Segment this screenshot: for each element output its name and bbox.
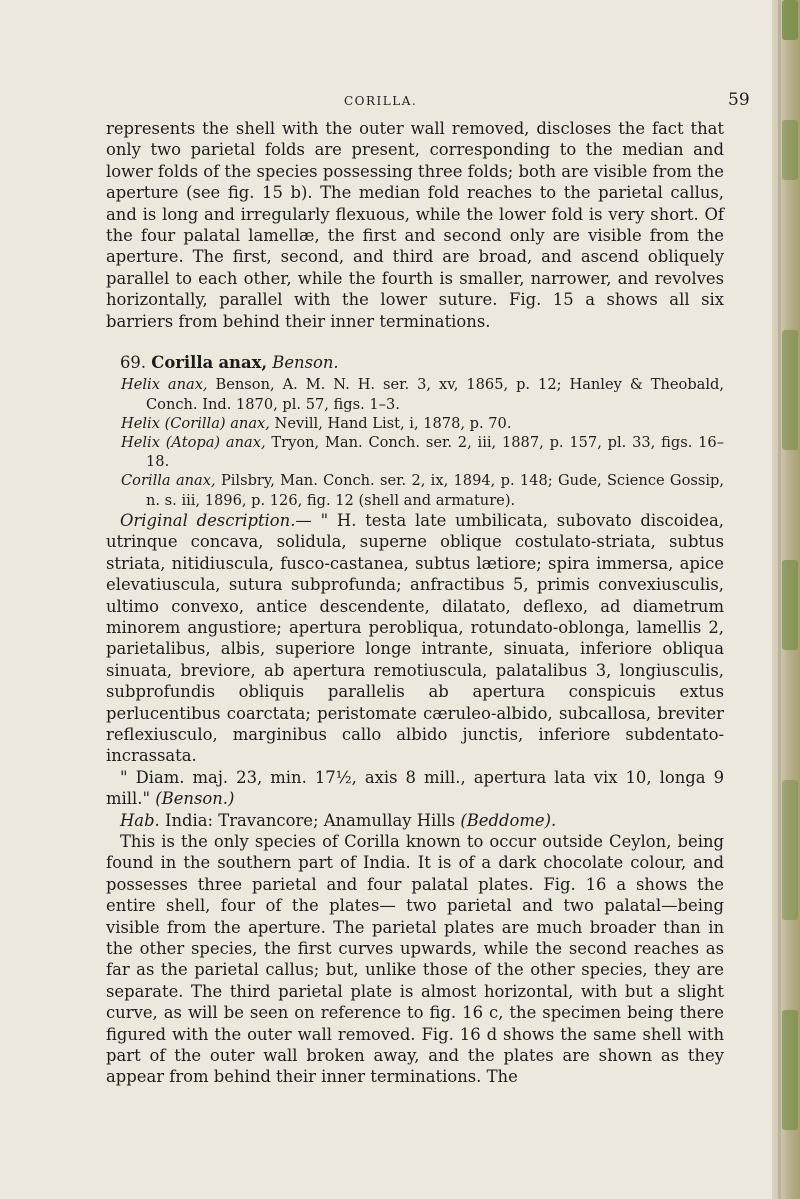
species-author: Benson.: [272, 353, 339, 373]
page-edge: [772, 0, 800, 1199]
intro-paragraph: represents the shell with the outer wall removed, discloses the fact that only two parietal folds are present, corresponding to the median and lower folds of the species possessing three folds; both are visible from the aperture (see fig. 15 b). The median fold reaches to the parietal callus, and is long and irregularly flexuous, while the lower fold is very short. Of the four palatal lamellæ, the first and second only are visible from the aperture. The first, second, and third are broad, and ascend obliquely parallel to each other, while the fourth is smaller, narrower, and revolves horizontally, parallel with the lower suture. Fig. 15 a shows all six barriers from behind their inner terminations.: [106, 119, 724, 331]
reference-item: Helix (Corilla) anax, Nevill, Hand List, i, 1878, p. 70.: [121, 414, 512, 432]
running-head: CORILLA.: [344, 94, 418, 108]
edge-stain: [782, 330, 798, 450]
original-description: [106, 510, 724, 767]
synonymy-list: [106, 375, 724, 509]
reference-item: Corilla anax, Pilsbry, Man. Conch. ser. 2, ix, 1894, p. 148; Gude, Science Gossip, n. s. iii, 1896, p. 126, fig. 12 (shell and armature).: [121, 472, 724, 509]
species-number: 69.: [120, 353, 147, 373]
page-number: 59: [728, 90, 750, 110]
page-header: [0, 90, 772, 114]
edge-stain: [782, 120, 798, 180]
edge-stain: [782, 780, 798, 920]
measurements: " Diam. maj. 23, min. 17½, axis 8 mill., apertura lata vix 10, longa 9 mill." (Benson.): [106, 767, 724, 809]
species-epithet: anax,: [218, 353, 268, 373]
body-text: [106, 118, 724, 1088]
edge-stain: [782, 560, 798, 650]
habitat-label: Hab.: [120, 810, 160, 830]
reference-item: Helix anax, Benson, A. M. N. H. ser. 3, xv, 1865, p. 12; Hanley & Theobald, Conch. Ind. 1870, pl. 57, figs. 1–3.: [121, 376, 725, 413]
habitat-author: (Beddome).: [460, 810, 557, 830]
habitat: [106, 810, 724, 831]
measurements-author: (Benson.): [155, 789, 235, 809]
species-genus: Corilla: [151, 353, 214, 373]
description-text: — " H. testa late umbilicata, subovato discoidea, utrinque concava, solidula, superne oblique costulato-striata, subtus striata, nitidiuscula, fusco-castanea, subtus lætiore; spira immersa, apice elevatiuscula, sutura subprofunda; anfractibus 5, primis convexiusculis, ultimo convexo, antice descendente, dilatato, deflexo, ad diametrum minorem angustiore; apertura perobliqua, rotundato-oblonga, lamellis 2, parietalibus, albis, superiore longe intrante, sinuata, inferiore obliqua sinuata, breviore, ab apertura remotiuscula, palatalibus 3, longiusculis, subprofundis obliquis parallelis ab apertura conspicuis extus perlucentibus coarctata; peristomate cæruleo-albido, subcallosa, breviter reflexiusculo, marginibus callo albido junctis, inferiore subdentato-incrassata.: [106, 510, 724, 766]
edge-stain: [782, 0, 798, 40]
species-heading: [106, 352, 724, 373]
reference-item: Helix (Atopa) anax, Tryon, Man. Conch. ser. 2, iii, 1887, p. 157, pl. 33, figs. 16–18.: [121, 434, 725, 471]
edge-stain: [782, 1010, 798, 1130]
habitat-text: India: Travancore; Anamullay Hills: [165, 810, 456, 830]
closing-paragraph: This is the only species of Corilla known to occur outside Ceylon, being found in the southern part of India. It is of a dark chocolate colour, and possesses three parietal and four palatal plates. Fig. 16 a shows the entire shell, four of the plates— two parietal and two palatal—being visible from the aperture. The parietal plates are much broader than in the other species, the first curves upwards, while the second reaches as far as the parietal callus; but, unlike those of the other species, they are separate. The third parietal plate is almost horizontal, with but a slight curve, as will be seen on reference to fig. 16 c, the specimen being there figured with the outer wall removed. Fig. 16 d shows the same shell with part of the outer wall broken away, and the plates are shown as they appear from behind their inner terminations. The: [106, 831, 724, 1087]
description-label: Original description.: [120, 510, 296, 530]
